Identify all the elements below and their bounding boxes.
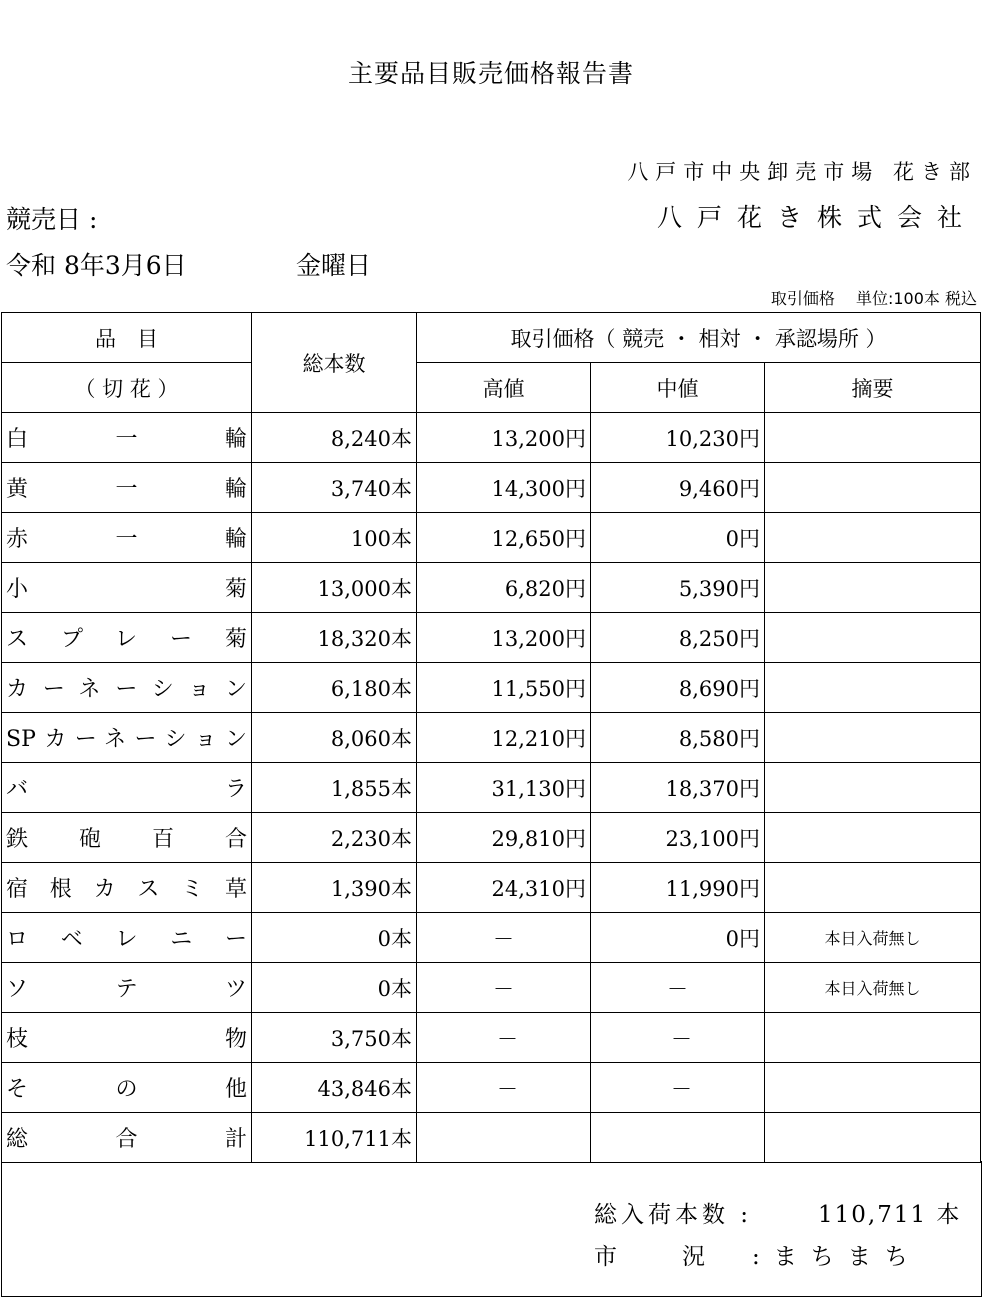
mid-price: 8,250円 [591,613,765,663]
high-price: － [417,913,591,963]
high-price: 13,200円 [417,413,591,463]
high-price: － [417,963,591,1013]
item-name-text: カーネーション [6,677,247,702]
table-row [2,1113,981,1163]
header-mid: 中値 [591,363,765,413]
unit-note: 取引価格 単位:100本 税込 [770,289,977,308]
mid-price: 9,460円 [591,463,765,513]
report-weekday: 金曜日 [296,251,372,280]
high-price: 13,200円 [417,613,591,663]
total-count: 110,711本 [252,1113,417,1163]
mid-price: 23,100円 [591,813,765,863]
total-count: 1,855本 [252,763,417,813]
mid-price: 11,990円 [591,863,765,913]
mid-price: 0円 [591,913,765,963]
table-row [2,863,981,913]
item-name [2,513,252,563]
table-row [2,613,981,663]
mid-price: 10,230円 [591,413,765,463]
arrival-value: 110,711 本 [818,1202,962,1228]
table-row [2,663,981,713]
total-count: 1,390本 [252,863,417,913]
note-cell [765,513,981,563]
table-row [2,463,981,513]
header-item: 品 目 [2,313,252,363]
total-count: 13,000本 [252,563,417,613]
item-name-text: ソテツ [6,977,247,1002]
item-name-text: 赤一輪 [6,527,247,552]
total-count: 3,740本 [252,463,417,513]
note-cell [765,1063,981,1113]
note-cell [765,663,981,713]
table-row [2,513,981,563]
high-price: 31,130円 [417,763,591,813]
item-name [2,913,252,963]
note-cell [765,813,981,863]
high-price: 12,650円 [417,513,591,563]
mid-price: － [591,1013,765,1063]
note-cell [765,863,981,913]
total-count: 18,320本 [252,613,417,663]
mid-price: 0円 [591,513,765,563]
mid-price: － [591,1063,765,1113]
table-row [2,1013,981,1063]
header-total: 総本数 [252,313,417,413]
item-name-text: 総合計 [6,1127,247,1152]
header-price: 取引価格（ 競売 ・ 相対 ・ 承認場所 ） [417,313,981,363]
table-row [2,413,981,463]
note-cell [765,763,981,813]
high-price: 24,310円 [417,863,591,913]
item-name [2,813,252,863]
high-price: － [417,1013,591,1063]
note-cell [765,413,981,463]
table-row [2,963,981,1013]
item-name [2,1013,252,1063]
total-count: 8,060本 [252,713,417,763]
high-price [417,1113,591,1163]
condition-label-2: 況 [682,1244,705,1270]
note-cell [765,713,981,763]
item-name [2,863,252,913]
item-name [2,963,252,1013]
mid-price: 8,690円 [591,663,765,713]
mid-price: 8,580円 [591,713,765,763]
item-name-text: 黄一輪 [6,477,247,502]
item-name-text: 鉄砲百合 [6,827,247,852]
total-count: 43,846本 [252,1063,417,1113]
total-count: 6,180本 [252,663,417,713]
item-name-text: 小菊 [6,577,247,602]
company-name: 八戸花き株式会社 [656,203,977,232]
item-name [2,763,252,813]
high-price: － [417,1063,591,1113]
total-count: 0本 [252,913,417,963]
high-price: 12,210円 [417,713,591,763]
table-row [2,563,981,613]
summary-box [1,1161,982,1297]
note-cell [765,613,981,663]
high-price: 29,810円 [417,813,591,863]
condition-value: :まちまち [752,1244,922,1270]
header-note: 摘要 [765,363,981,413]
total-count: 8,240本 [252,413,417,463]
total-count: 2,230本 [252,813,417,863]
item-name-text: その他 [6,1077,247,1102]
high-price: 6,820円 [417,563,591,613]
arrival-label: 総入荷本数 : [594,1202,753,1228]
mid-price: 18,370円 [591,763,765,813]
high-price: 14,300円 [417,463,591,513]
item-name [2,1063,252,1113]
note-cell: 本日入荷無し [765,963,981,1013]
header-high: 高値 [417,363,591,413]
mid-price: 5,390円 [591,563,765,613]
table-row [2,713,981,763]
total-count: 3,750本 [252,1013,417,1063]
item-name [2,1113,252,1163]
item-name-text: SPカーネーション [6,727,247,752]
item-name [2,663,252,713]
report-date: 令和 8年3月6日 [6,251,187,280]
note-cell [765,1113,981,1163]
header-item-sub: （ 切 花 ） [2,363,252,413]
table-row [2,763,981,813]
price-table [1,312,981,1163]
item-name-text: バラ [6,777,247,802]
item-name-text: 枝物 [6,1027,247,1052]
item-name-text: 白一輪 [6,427,247,452]
item-name [2,613,252,663]
table-row [2,813,981,863]
high-price: 11,550円 [417,663,591,713]
report-title: 主要品目販売価格報告書 [347,59,634,88]
item-name [2,413,252,463]
note-cell [765,463,981,513]
note-cell [765,1013,981,1063]
auction-date-label: 競売日 : [6,205,98,234]
note-cell: 本日入荷無し [765,913,981,963]
condition-label: 市 [594,1244,617,1270]
total-count: 100本 [252,513,417,563]
note-cell [765,563,981,613]
item-name [2,463,252,513]
table-row [2,913,981,963]
total-count: 0本 [252,963,417,1013]
market-name: 八戸市中央卸売市場 花き部 [627,160,977,184]
item-name [2,563,252,613]
mid-price [591,1113,765,1163]
table-row [2,1063,981,1113]
item-name-text: 宿根カスミ草 [6,877,247,902]
mid-price: － [591,963,765,1013]
item-name [2,713,252,763]
item-name-text: ロベレニー [6,927,247,952]
item-name-text: スプレー菊 [6,627,247,652]
